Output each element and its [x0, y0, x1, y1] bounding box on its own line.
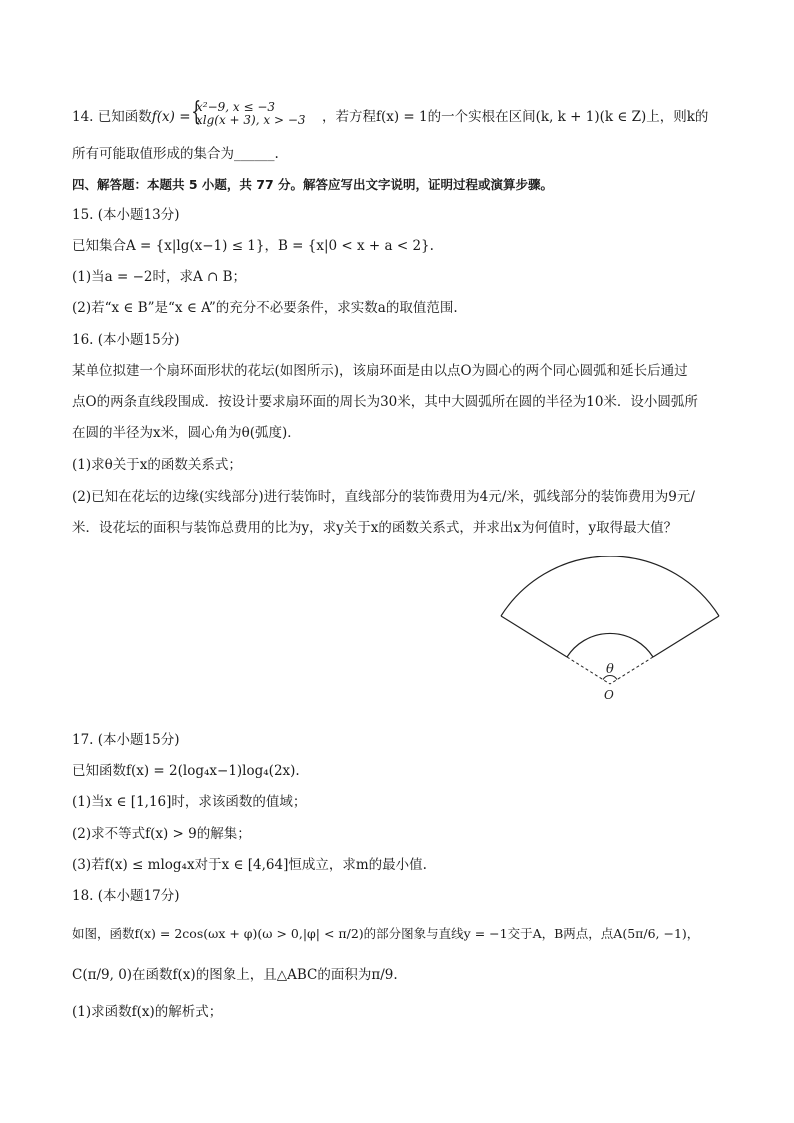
left-dashed-line	[567, 657, 610, 684]
right-edge	[653, 616, 719, 657]
q15-stem: 已知集合A = {x|lg(x−1) ≤ 1}，B = {x|0 < x + a < 2}.	[72, 238, 434, 254]
left-edge	[501, 616, 567, 657]
q14-piecewise	[191, 97, 306, 127]
q18-stem-line1: 如图，函数f(x) = 2cos(ωx + φ)(ω > 0,|φ| < π/2)的部分图象与直线y = −1交于A，B两点，点A(5π/6, −1)，	[72, 926, 700, 941]
right-dashed-line	[610, 657, 653, 684]
q14-case1: x²−9, x ≤ −3	[196, 100, 276, 114]
q18-stem-line2: C(π/9, 0)在函数f(x)的图象上，且△ABC的面积为π/9.	[72, 967, 398, 983]
q16-part2-line2: 米．设花坛的面积与装饰总费用的比为y，求y关于x的函数关系式，并求出x为何值时，y取得最大值？	[72, 520, 678, 536]
q16-header: 16. (本小题15分)	[72, 332, 180, 348]
origin-label: O	[604, 688, 614, 702]
theta-label: θ	[606, 662, 614, 677]
q14-fx: f(x) =	[151, 109, 191, 125]
q18-header: 18. (本小题17分)	[72, 888, 180, 904]
sector-ring-figure	[496, 556, 728, 704]
q15-header: 15. (本小题13分)	[72, 207, 180, 223]
outer-arc	[501, 556, 719, 616]
section-heading: 四、解答题：本题共 5 小题，共 77 分。解答应写出文字说明，证明过程或演算步骤。	[72, 177, 554, 192]
q14-suffix: ，若方程f(x) = 1的一个实根在区间(k, k + 1)(k ∈ Z)上，则k的	[322, 109, 709, 125]
q16-part1: (1)求θ关于x的函数关系式；	[72, 457, 242, 473]
q16-stem-line3: 在圆的半径为x米，圆心角为θ(弧度)．	[72, 425, 301, 441]
q14-line2: 所有可能取值形成的集合为______.	[72, 146, 279, 162]
q17-part1: (1)当x ∈ [1,16]时，求该函数的值域；	[72, 794, 307, 810]
q16-stem-line1: 某单位拟建一个扇环面形状的花坛(如图所示)，该扇环面是由以点O为圆心的两个同心圆弧和延长后通过	[72, 363, 688, 379]
brace-symbol: {	[191, 97, 202, 127]
q15-part2: (2)若“x ∈ B”是“x ∈ A”的充分不必要条件，求实数a的取值范围.	[72, 300, 458, 316]
q17-part2: (2)求不等式f(x) > 9的解集；	[72, 826, 251, 842]
q17-part3: (3)若f(x) ≤ mlog₄x对于x ∈ [4,64]恒成立，求m的最小值.	[72, 857, 427, 873]
q14-case2: xlg(x + 3), x > −3	[196, 113, 306, 127]
q15-part1: (1)当a = −2时，求A ∩ B；	[72, 269, 247, 285]
inner-arc	[567, 633, 653, 657]
q14-prefix: 14. 已知函数	[72, 109, 152, 125]
q16-stem-line2: 点O的两条直线段围成．按设计要求扇环面的周长为30米，其中大圆弧所在圆的半径为10米．设小圆弧所	[72, 394, 698, 410]
q16-part2-line1: (2)已知在花坛的边缘(实线部分)进行装饰时，直线部分的装饰费用为4元/米，弧线部分的装饰费用为9元/	[72, 489, 695, 505]
q17-header: 17. (本小题15分)	[72, 732, 180, 748]
q17-stem: 已知函数f(x) = 2(log₄x−1)log₄(2x).	[72, 763, 300, 779]
q18-part1: (1)求函数f(x)的解析式；	[72, 1004, 223, 1020]
